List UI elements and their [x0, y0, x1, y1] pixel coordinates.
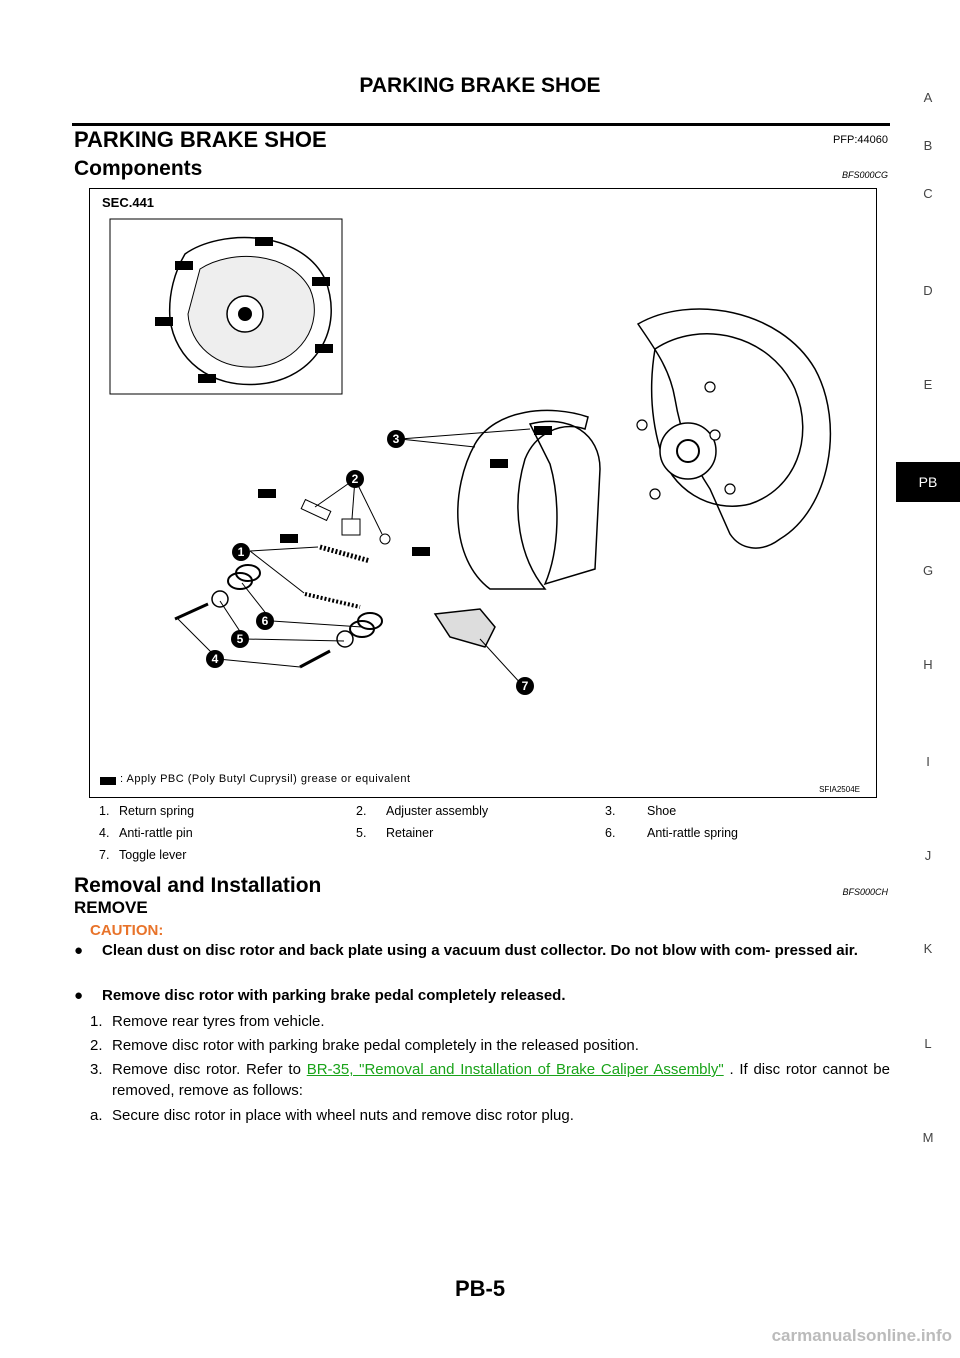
callout-7: 7	[521, 679, 529, 693]
callout-leaders	[178, 429, 530, 686]
removal-code: BFS000CH	[842, 887, 888, 897]
grease-markers	[258, 426, 552, 556]
section-code: PFP:44060	[832, 134, 888, 146]
br-35-link[interactable]: BR-35, "Removal and Installation of Brake Caliper Assembly"	[306, 1061, 724, 1078]
inset-hub-center	[238, 307, 252, 321]
watermark: carmanualsonline.info	[771, 1326, 952, 1345]
anti-rattle-springs	[228, 565, 382, 637]
callout-1: 1	[237, 545, 245, 559]
side-tab-e[interactable]: E	[923, 377, 933, 392]
page-header: PARKING BRAKE SHOE	[359, 74, 601, 97]
header-rule	[72, 123, 890, 126]
shoe-body	[530, 421, 600, 584]
shoe-lining	[458, 410, 588, 589]
side-tab-j[interactable]: J	[924, 848, 932, 863]
side-tab-k[interactable]: K	[923, 941, 933, 956]
components-figure	[89, 188, 877, 798]
side-tab-m[interactable]: M	[922, 1130, 934, 1145]
back-plate	[638, 309, 830, 548]
figure-code: SFIA2504E	[819, 785, 860, 794]
side-tab-strip	[896, 0, 960, 960]
components-code: BFS000CG	[841, 170, 888, 180]
adjuster-socket	[342, 519, 360, 535]
return-spring-lower	[305, 594, 360, 607]
toggle-lever	[435, 609, 495, 647]
page-number: PB-5	[454, 1276, 506, 1301]
side-tab-i[interactable]: I	[926, 754, 930, 769]
retainer-2	[337, 631, 353, 647]
legend-row: 7. Toggle lever	[99, 848, 187, 862]
hub-nut	[677, 440, 699, 462]
side-tab-d[interactable]: D	[923, 283, 933, 298]
callout-4: 4	[211, 652, 219, 666]
retainer-1	[212, 591, 228, 607]
callout-6: 6	[261, 614, 269, 628]
bullet-icon: ●	[74, 987, 84, 1004]
components-title: Components	[74, 157, 203, 180]
side-tab-pb[interactable]: PB	[896, 462, 960, 502]
removal-title: Removal and Installation	[74, 874, 322, 897]
exploded-view-diagram	[90, 189, 876, 797]
side-tab-g[interactable]: G	[922, 563, 934, 578]
section-title: PARKING BRAKE SHOE	[74, 127, 327, 152]
side-tab-h[interactable]: H	[923, 657, 933, 672]
side-tab-l[interactable]: L	[924, 1036, 932, 1051]
side-tab-b[interactable]: B	[923, 138, 933, 153]
caution-label: CAUTION:	[90, 922, 164, 939]
bullet-icon: ●	[74, 942, 84, 959]
callout-5: 5	[236, 632, 244, 646]
legend-row: 1. Return spring 2. Adjuster assembly 3. Shoe	[99, 804, 677, 818]
anti-rattle-pin-2	[300, 651, 330, 667]
adjuster-nut	[380, 534, 390, 544]
side-tab-c[interactable]: C	[923, 186, 933, 201]
hub-flange	[652, 334, 803, 506]
return-spring-upper	[320, 547, 370, 561]
remove-subtitle: REMOVE	[74, 898, 148, 917]
callout-2: 2	[351, 472, 359, 486]
grease-symbol	[100, 777, 116, 785]
side-tab-a[interactable]: A	[923, 90, 933, 105]
legend-row: 4. Anti-rattle pin 5. Retainer 6. Anti-rattle spring	[99, 826, 739, 840]
figure-note: : Apply PBC (Poly Butyl Cuprysil) grease or equivalent	[120, 773, 411, 785]
caution-bullet: ● Clean dust on disc rotor and back plate using a vacuum dust collector. Do not blow with com- pressed air.	[74, 942, 858, 959]
callout-3: 3	[392, 432, 400, 446]
anti-rattle-pin-1	[175, 604, 208, 619]
adjuster-bolt	[301, 500, 331, 521]
callout-badges	[206, 430, 534, 695]
figure-sec-label: SEC.441	[102, 195, 155, 210]
caution-bullet: ● Remove disc rotor with parking brake pedal completely released.	[74, 987, 566, 1004]
